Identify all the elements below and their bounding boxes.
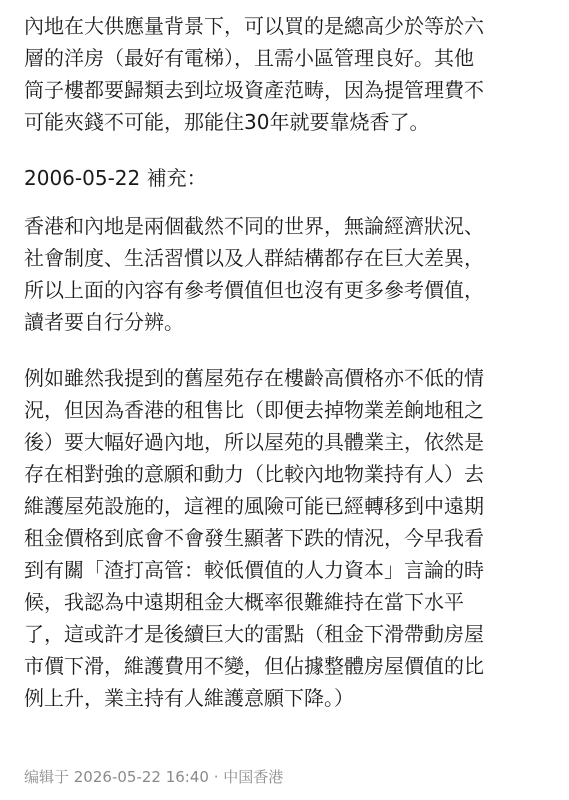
paragraph-3 (24, 210, 484, 338)
paragraph-line: 維護屋苑設施的，這裡的風險可能已經轉移到中遠期 (24, 494, 484, 518)
paragraph-line: 到有關「渣打高管：較低價值的人力資本」言論的時 (24, 558, 484, 582)
paragraph-line: 筒子樓都要歸類去到垃圾資產范畴，因為提管理費不 (24, 78, 484, 102)
paragraph-line: 後）要大幅好過內地，所以屋苑的具體業主，依然是 (24, 430, 484, 454)
paragraph-line: 2006-05-22 補充： (24, 166, 207, 190)
paragraph-line: 租金價格到底會不會發生顯著下跌的情況，今早我看 (24, 526, 484, 550)
paragraph-line: 例如雖然我提到的舊屋苑存在樓齡高價格亦不低的情 (24, 366, 484, 390)
paragraph-line: 可能夾錢不可能，那能住30年就要靠烧香了。 (24, 110, 430, 134)
paragraph-line: 況，但因為香港的租售比（即便去掉物業差餉地租之 (24, 398, 484, 422)
paragraph-2-supplement-date (24, 162, 207, 194)
paragraph-1 (24, 10, 484, 138)
paragraph-line: 香港和內地是兩個截然不同的世界，無論經濟狀況、 (24, 214, 484, 238)
paragraph-line: 社會制度、生活習慣以及人群結構都存在巨大差異， (24, 246, 484, 270)
edit-timestamp-location: 编辑于 2026-05-22 16:40 · 中国香港 (24, 768, 284, 786)
paragraph-line: 所以上面的內容有參考價值但也沒有更多參考價值， (24, 278, 484, 302)
paragraph-4 (24, 362, 484, 714)
paragraph-line: 存在相對強的意願和動力（比較內地物業持有人）去 (24, 462, 484, 486)
paragraph-line: 了，這或許才是後續巨大的雷點（租金下滑帶動房屋 (24, 622, 484, 646)
paragraph-line: 內地在大供應量背景下，可以買的是總高少於等於六 (24, 14, 484, 38)
paragraph-line: 讀者要自行分辨。 (24, 310, 184, 334)
paragraph-line: 候，我認為中遠期租金大概率很難維持在當下水平 (24, 590, 464, 614)
paragraph-line: 層的洋房（最好有電梯），且需小區管理良好。其他 (24, 46, 474, 70)
paragraph-line: 例上升，業主持有人維護意願下降。） (24, 686, 354, 710)
paragraph-line: 市價下滑，維護費用不變，但佔據整體房屋價值的比 (24, 654, 484, 678)
